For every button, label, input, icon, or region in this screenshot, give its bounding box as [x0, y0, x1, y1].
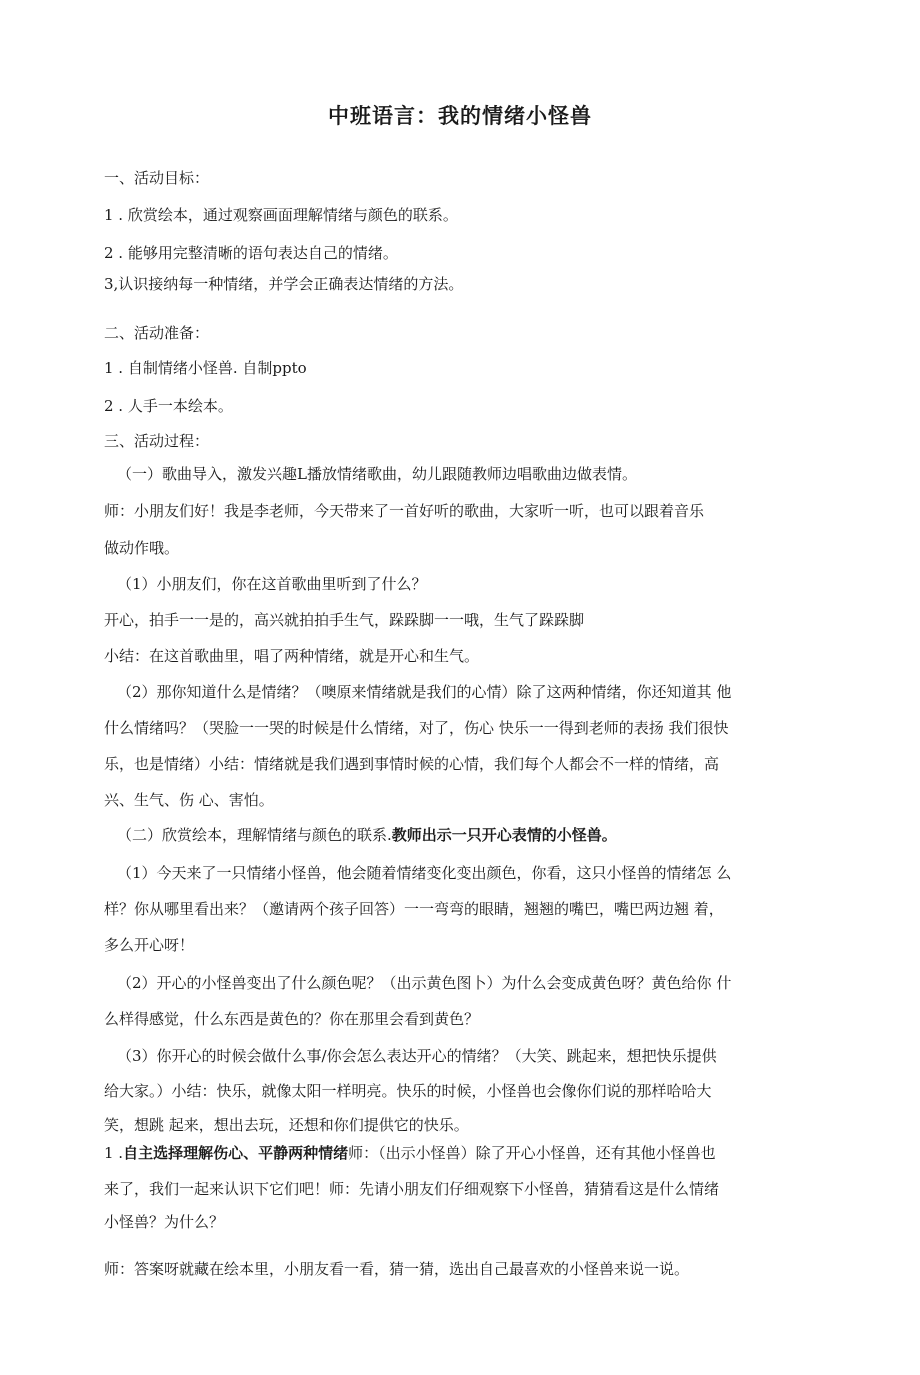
section-heading-prep: 二、活动准备：	[104, 324, 210, 342]
step-2-text: （二）欣赏绘本，理解情绪与颜色的联系.	[117, 826, 392, 844]
paragraph-line: 来了，我们一起来认识下它们吧！师：先请小朋友们仔细观察下小怪兽，猜猜看这是什么情绪	[104, 1180, 720, 1198]
prep-item-1: 1 . 自制情绪小怪兽. 自制ppto	[104, 359, 307, 377]
paragraph-line: 小怪兽？为什么？	[104, 1213, 225, 1231]
paragraph-line: 师：答案呀就藏在绘本里，小朋友看一看，猜一猜，选出自己最喜欢的小怪兽来说一说。	[104, 1260, 690, 1278]
step-number: 1 .	[104, 1144, 124, 1162]
paragraph-line: 什么情绪吗？（哭脸一一哭的时候是什么情绪，对了，伤心 快乐一一得到老师的表扬 我们很快	[104, 719, 729, 737]
goal-item-3: 3,认识接纳每一种情绪，并学会正确表达情绪的方法。	[104, 275, 464, 293]
question-4: （2）开心的小怪兽变出了什么颜色呢？（出示黄色图卜）为什么会变成黄色呀？黄色给你 什	[117, 974, 732, 992]
question-2: （2）那你知道什么是情绪？（噢原来情绪就是我们的心情）除了这两种情绪，你还知道其 他	[117, 683, 732, 701]
paragraph-line: 样？你从哪里看出来？（邀请两个孩子回答）一一弯弯的眼睛，翘翘的嘴巴，嘴巴两边翘 着，	[104, 900, 724, 918]
paragraph-line: 开心，拍手一一是的，高兴就拍拍手生气，跺跺脚一一哦，生气了跺跺脚	[104, 611, 585, 629]
step-2-bold-text: 教师出示一只开心表情的小怪兽。	[391, 826, 617, 844]
question-3: （1）今天来了一只情绪小怪兽，他会随着情绪变化变出颜色，你看，这只小怪兽的情绪怎 么	[117, 864, 732, 882]
process-step-2-heading	[117, 825, 617, 845]
paragraph-line: 笑，想跳 起来，想出去玩，还想和你们提供它的快乐。	[104, 1116, 469, 1134]
paragraph-line: 么样得感觉，什么东西是黄色的？你在那里会看到黄色？	[104, 1010, 480, 1028]
paragraph-line: 多么开心呀！	[104, 936, 195, 954]
paragraph-line: 师：小朋友们好！我是李老师，今天带来了一首好听的歌曲，大家听一听，也可以跟着音乐	[104, 502, 705, 520]
paragraph-line: 兴、生气、伤 心、害怕。	[104, 791, 274, 809]
step-text: 师：（出示小怪兽）除了开心小怪兽，还有其他小怪兽也	[348, 1144, 716, 1162]
paragraph-line: 做动作哦。	[104, 539, 180, 557]
step-bold-text: 自主选择理解伤心、平静两种情绪	[123, 1144, 349, 1162]
activity-step-1	[104, 1143, 716, 1163]
prep-item-2: 2 . 人手一本绘本。	[104, 397, 233, 415]
goal-item-1: 1 . 欣赏绘本，通过观察画面理解情绪与颜色的联系。	[104, 206, 458, 224]
process-step-1-heading: （一）歌曲导入，激发兴趣L播放情绪歌曲，幼儿跟随教师边唱歌曲边做表情。	[117, 465, 637, 483]
section-heading-goals: 一、活动目标：	[104, 169, 210, 187]
section-heading-process: 三、活动过程：	[104, 432, 210, 450]
summary-line: 小结：在这首歌曲里，唱了两种情绪，就是开心和生气。	[104, 647, 480, 665]
paragraph-line: 乐，也是情绪）小结：情绪就是我们遇到事情时候的心情，我们每个人都会不一样的情绪，高	[104, 755, 720, 773]
paragraph-line: 给大家。）小结：快乐，就像太阳一样明亮。快乐的时候，小怪兽也会像你们说的那样哈哈大	[104, 1082, 712, 1100]
question-1: （1）小朋友们，你在这首歌曲里听到了什么？	[117, 575, 427, 593]
page-title: 中班语言：我的情绪小怪兽	[328, 104, 592, 128]
goal-item-2: 2 . 能够用完整清晰的语句表达自己的情绪。	[104, 244, 398, 262]
question-5: （3）你开心的时候会做什么事/你会怎么表达开心的情绪？（大笑、跳起来，想把快乐提供	[117, 1047, 717, 1065]
